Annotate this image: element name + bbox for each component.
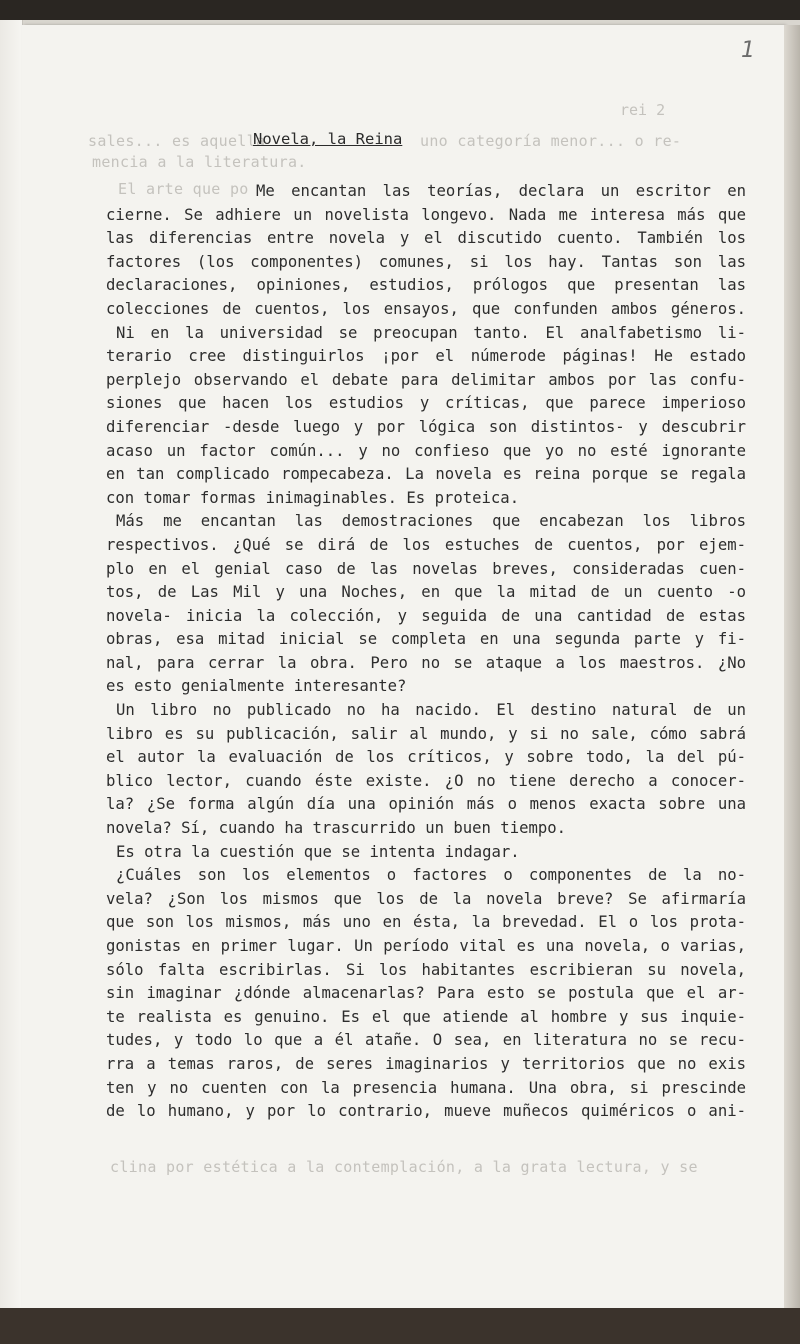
text-line: ¿Cuáles son los elementos o factores o componentes de la no- — [116, 866, 746, 885]
text-line: perplejo observando el debate para delimitar ambos por las confu- — [106, 370, 746, 389]
binding-edge — [0, 20, 23, 1310]
page-number: 1 — [741, 38, 755, 63]
text-line: colecciones de cuentos, los ensayos, que confunden ambos géneros. — [106, 299, 746, 318]
text-line: declaraciones, opiniones, estudios, prólogos que presentan las — [106, 276, 746, 295]
document-title: Novela, la Reina — [253, 130, 403, 148]
text-line: libro es su publicación, salir al mundo, y si no sale, cómo sabrá — [106, 724, 746, 743]
bleed-through-line: El arte que po — [118, 180, 249, 198]
text-line: en tan complicado rompecabeza. La novela es reina porque se regala — [106, 465, 746, 484]
text-line: tos, de Las Mil y una Noches, en que la mitad de un cuento -o — [106, 583, 746, 602]
text-line: obras, esa mitad inicial se completa en una segunda parte y fi- — [106, 630, 746, 649]
text-line: sin imaginar ¿dónde almacenarlas? Para esto se postula que el ar- — [106, 984, 746, 1003]
text-line: Ni en la universidad se preocupan tanto. El analfabetismo li- — [116, 323, 746, 342]
text-line: nal, para cerrar la obra. Pero no se ataque a los maestros. ¿No — [106, 653, 746, 672]
text-line: sólo falta escribirlas. Si los habitantes escribieran su novela, — [106, 960, 746, 979]
text-line: diferenciar -desde luego y por lógica son distintos- y descubrir — [106, 417, 746, 436]
text-line: respectivos. ¿Qué se dirá de los estuches de cuentos, por ejem- — [106, 535, 746, 554]
background-band — [0, 1308, 800, 1344]
text-line: vela? ¿Son los mismos que los de la novela breve? Se afirmaría — [106, 889, 746, 908]
text-line: gonistas en primer lugar. Un período vital es una novela, o varias, — [106, 937, 746, 955]
text-line: es esto genialmente interesante? — [106, 677, 407, 696]
text-line: factores (los componentes) comunes, si los hay. Tantas son las — [106, 252, 746, 271]
text-line: rra a temas raros, de seres imaginarios y territorios que no exis — [106, 1054, 746, 1073]
text-line: novela? Sí, cuando ha trascurrido un buen tiempo. — [106, 819, 567, 838]
text-line: blico lector, cuando éste existe. ¿O no tiene derecho a conocer- — [106, 771, 746, 790]
bleed-through-footer: clina por estética a la contemplación, a la grata lectura, y se — [110, 1158, 698, 1176]
text-line: con tomar formas inimaginables. Es proteica. — [106, 488, 520, 507]
text-line: Es otra la cuestión que se intenta indagar. — [116, 842, 520, 861]
text-line: te realista es genuino. Es el que atiende al hombre y sus inquie- — [106, 1007, 746, 1026]
text-line: cierne. Se adhiere un novelista longevo. Nada me interesa más que — [106, 205, 746, 224]
text-line: el autor la evaluación de los críticos, y sobre todo, la del pú- — [106, 748, 746, 767]
text-line: novela- inicia la colección, y seguida de una cantidad de estas — [106, 606, 746, 625]
text-line: Un libro no publicado no ha nacido. El destino natural de un — [116, 701, 746, 720]
text-line: ten y no cuenten con la presencia humana. Una obra, si prescinde — [106, 1078, 746, 1097]
body-text — [106, 180, 746, 1124]
bleed-through-line: sales... es aquella — [88, 132, 266, 150]
text-line: plo en el genial caso de las novelas breves, consideradas cuen- — [106, 559, 746, 578]
text-line: acaso un factor común... y no confieso que yo no esté ignorante — [106, 441, 746, 460]
text-line: la? ¿Se forma algún día una opinión más o menos exacta sobre una — [106, 795, 746, 814]
text-line: siones que hacen los estudios y críticas, que parece imperioso — [106, 394, 746, 413]
bleed-through-header: rei 2 — [620, 101, 666, 119]
text-line: que son los mismos, más uno en ésta, la brevedad. El o los prota- — [106, 913, 746, 932]
text-line: de lo humano, y por lo contrario, mueve muñecos quiméricos o ani- — [106, 1102, 746, 1121]
text-line: tudes, y todo lo que a él atañe. O sea, en literatura no se recu- — [106, 1031, 746, 1050]
text-line: las diferencias entre novela y el discutido cuento. También los — [106, 229, 746, 248]
text-line: Me encantan las teorías, declara un escritor en — [256, 182, 746, 200]
bleed-through-line: mencia a la literatura. — [92, 153, 307, 171]
text-line: terario cree distinguirlos ¡por el númerode páginas! He estado — [106, 347, 746, 366]
page-stack-edge — [784, 25, 800, 1308]
text-line: Más me encantan las demostraciones que encabezan los libros — [116, 512, 746, 531]
bleed-through-line: uno categoría menor... o re- — [420, 132, 682, 150]
